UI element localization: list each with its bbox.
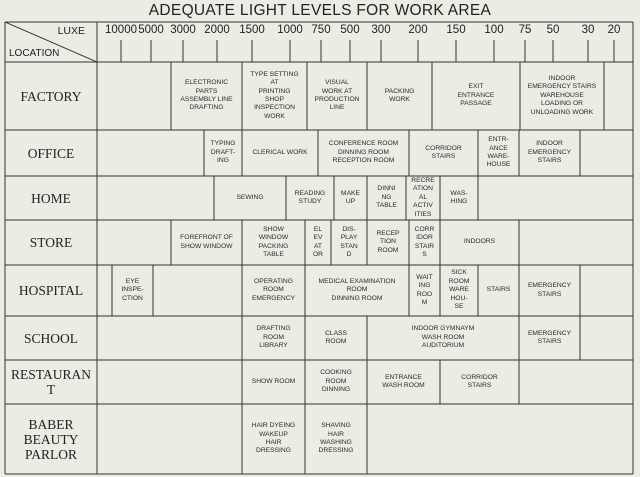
row-label: FACTORY (20, 88, 82, 104)
area-cell: DRAFTING ROOM LIBRARY (256, 325, 291, 350)
lux-value-3000: 3000 (170, 24, 196, 36)
area-cell: CORRIDOR STAIRS (461, 373, 498, 389)
row-label: BABER BEAUTY PARLOR (23, 416, 79, 462)
lux-value-10000: 10000 (105, 24, 137, 36)
location-label: LOCATION (9, 48, 60, 59)
lux-value-1500: 1500 (239, 24, 265, 36)
area-cell: CONFERENCE ROOM DINNING ROOM RECEPTION ROOM (328, 140, 399, 165)
area-cell: COOKING ROOM DINNING (320, 369, 352, 394)
area-cell: PACKING WORK (384, 87, 415, 103)
area-cell: CORRIDOR STAIRS (425, 144, 462, 160)
area-cell: SHOW ROOM (251, 377, 296, 385)
area-cell: FOREFRONT OF SHOW WINDOW (180, 234, 233, 250)
area-cell: WAIT ING ROO M (416, 273, 433, 306)
area-cell: ENTR- ANCE WARE- HOUSE (486, 136, 511, 169)
area-cell: DIS- PLAY STAN D (340, 225, 358, 258)
area-cell: EMERGENCY STAIRS (527, 329, 572, 345)
lux-value-150: 150 (446, 24, 466, 36)
lux-value-2000: 2000 (204, 24, 230, 36)
area-cell: INDOORS (463, 238, 496, 246)
area-cell: CLERICAL WORK (252, 148, 308, 156)
area-cell: SEWING (236, 193, 264, 201)
row-label: RESTAURAN T (11, 367, 91, 397)
lux-value-75: 75 (518, 24, 532, 36)
area-cell: CLASS ROOM (325, 329, 347, 345)
area-cell: READING STUDY (294, 189, 326, 205)
area-cell: TYPE SETTING AT PRINTING SHOP INSPECTION WORK (250, 70, 299, 120)
area-cell: MAKE UP (341, 189, 360, 205)
area-cell: ELECTRONIC PARTS ASSEMBLY LINE DRAFTING (180, 79, 233, 112)
lux-value-750: 750 (311, 24, 331, 36)
lux-value-300: 300 (371, 24, 391, 36)
area-cell: WAS- HING (450, 189, 468, 205)
area-cell: SHAVING HAIR WASHING DRESSING (318, 422, 354, 455)
area-cell: DINNI NG TABLE (376, 185, 397, 210)
area-cell: INDOOR GYMNAYM WASH ROOM AUDITORIUM (411, 325, 475, 350)
area-cell: EXIT ENTRANCE PASSAGE (457, 83, 495, 108)
area-cell: STAIRS (486, 286, 511, 294)
row-label: HOME (31, 190, 71, 206)
lux-value-5000: 5000 (138, 24, 164, 36)
area-cell: ENTRANCE WASH ROOM (382, 373, 425, 389)
luxe-label: LUXE (57, 25, 85, 37)
lux-value-100: 100 (484, 24, 504, 36)
lux-value-30: 30 (581, 24, 595, 36)
area-cell: TYPING DRAFT- ING (210, 140, 236, 165)
area-cell: EMERGENCY STAIRS (527, 282, 572, 298)
area-cell: MEDICAL EXAMINATION ROOM DINNING ROOM (318, 277, 396, 302)
page-title: ADEQUATE LIGHT LEVELS FOR WORK AREA (148, 2, 492, 19)
area-cell: INDOOR EMERGENCY STAIRS WAREHOUSE LOADING OR UNLOADING WORK (527, 74, 597, 116)
row-label: HOSPITAL (18, 283, 84, 298)
lux-value-1000: 1000 (277, 24, 303, 36)
area-cell: INDOOR EMERGENCY STAIRS (527, 140, 572, 165)
area-cell: SHOW WINDOW PACKING TABLE (258, 225, 289, 258)
row-label: OFFICE (27, 145, 75, 161)
lux-value-20: 20 (607, 24, 621, 36)
row-label: SCHOOL (23, 330, 78, 346)
lux-value-500: 500 (340, 24, 360, 36)
lux-value-50: 50 (546, 24, 560, 36)
area-cell: EL EV AT OR (312, 225, 324, 258)
area-cell: HAIR DYEING WAKEUP HAIR DRESSING (251, 422, 296, 455)
area-cell: CORR IDOR STAIR S (414, 225, 435, 258)
area-cell: VISUAL WORK AT PRODUCTION LINE (314, 79, 360, 112)
area-cell: SICK ROOM WARE HOU- SE (448, 269, 470, 311)
area-cell: RECEP TION ROOM (376, 229, 400, 254)
lux-value-200: 200 (408, 24, 428, 36)
area-cell: RECRE ATION AL ACTIV ITIES (411, 176, 435, 218)
area-cell: OPERATING ROOM EMERGENCY (251, 277, 296, 302)
area-cell: EYE INSPE- CTION (121, 277, 144, 302)
row-label: STORE (29, 235, 73, 250)
